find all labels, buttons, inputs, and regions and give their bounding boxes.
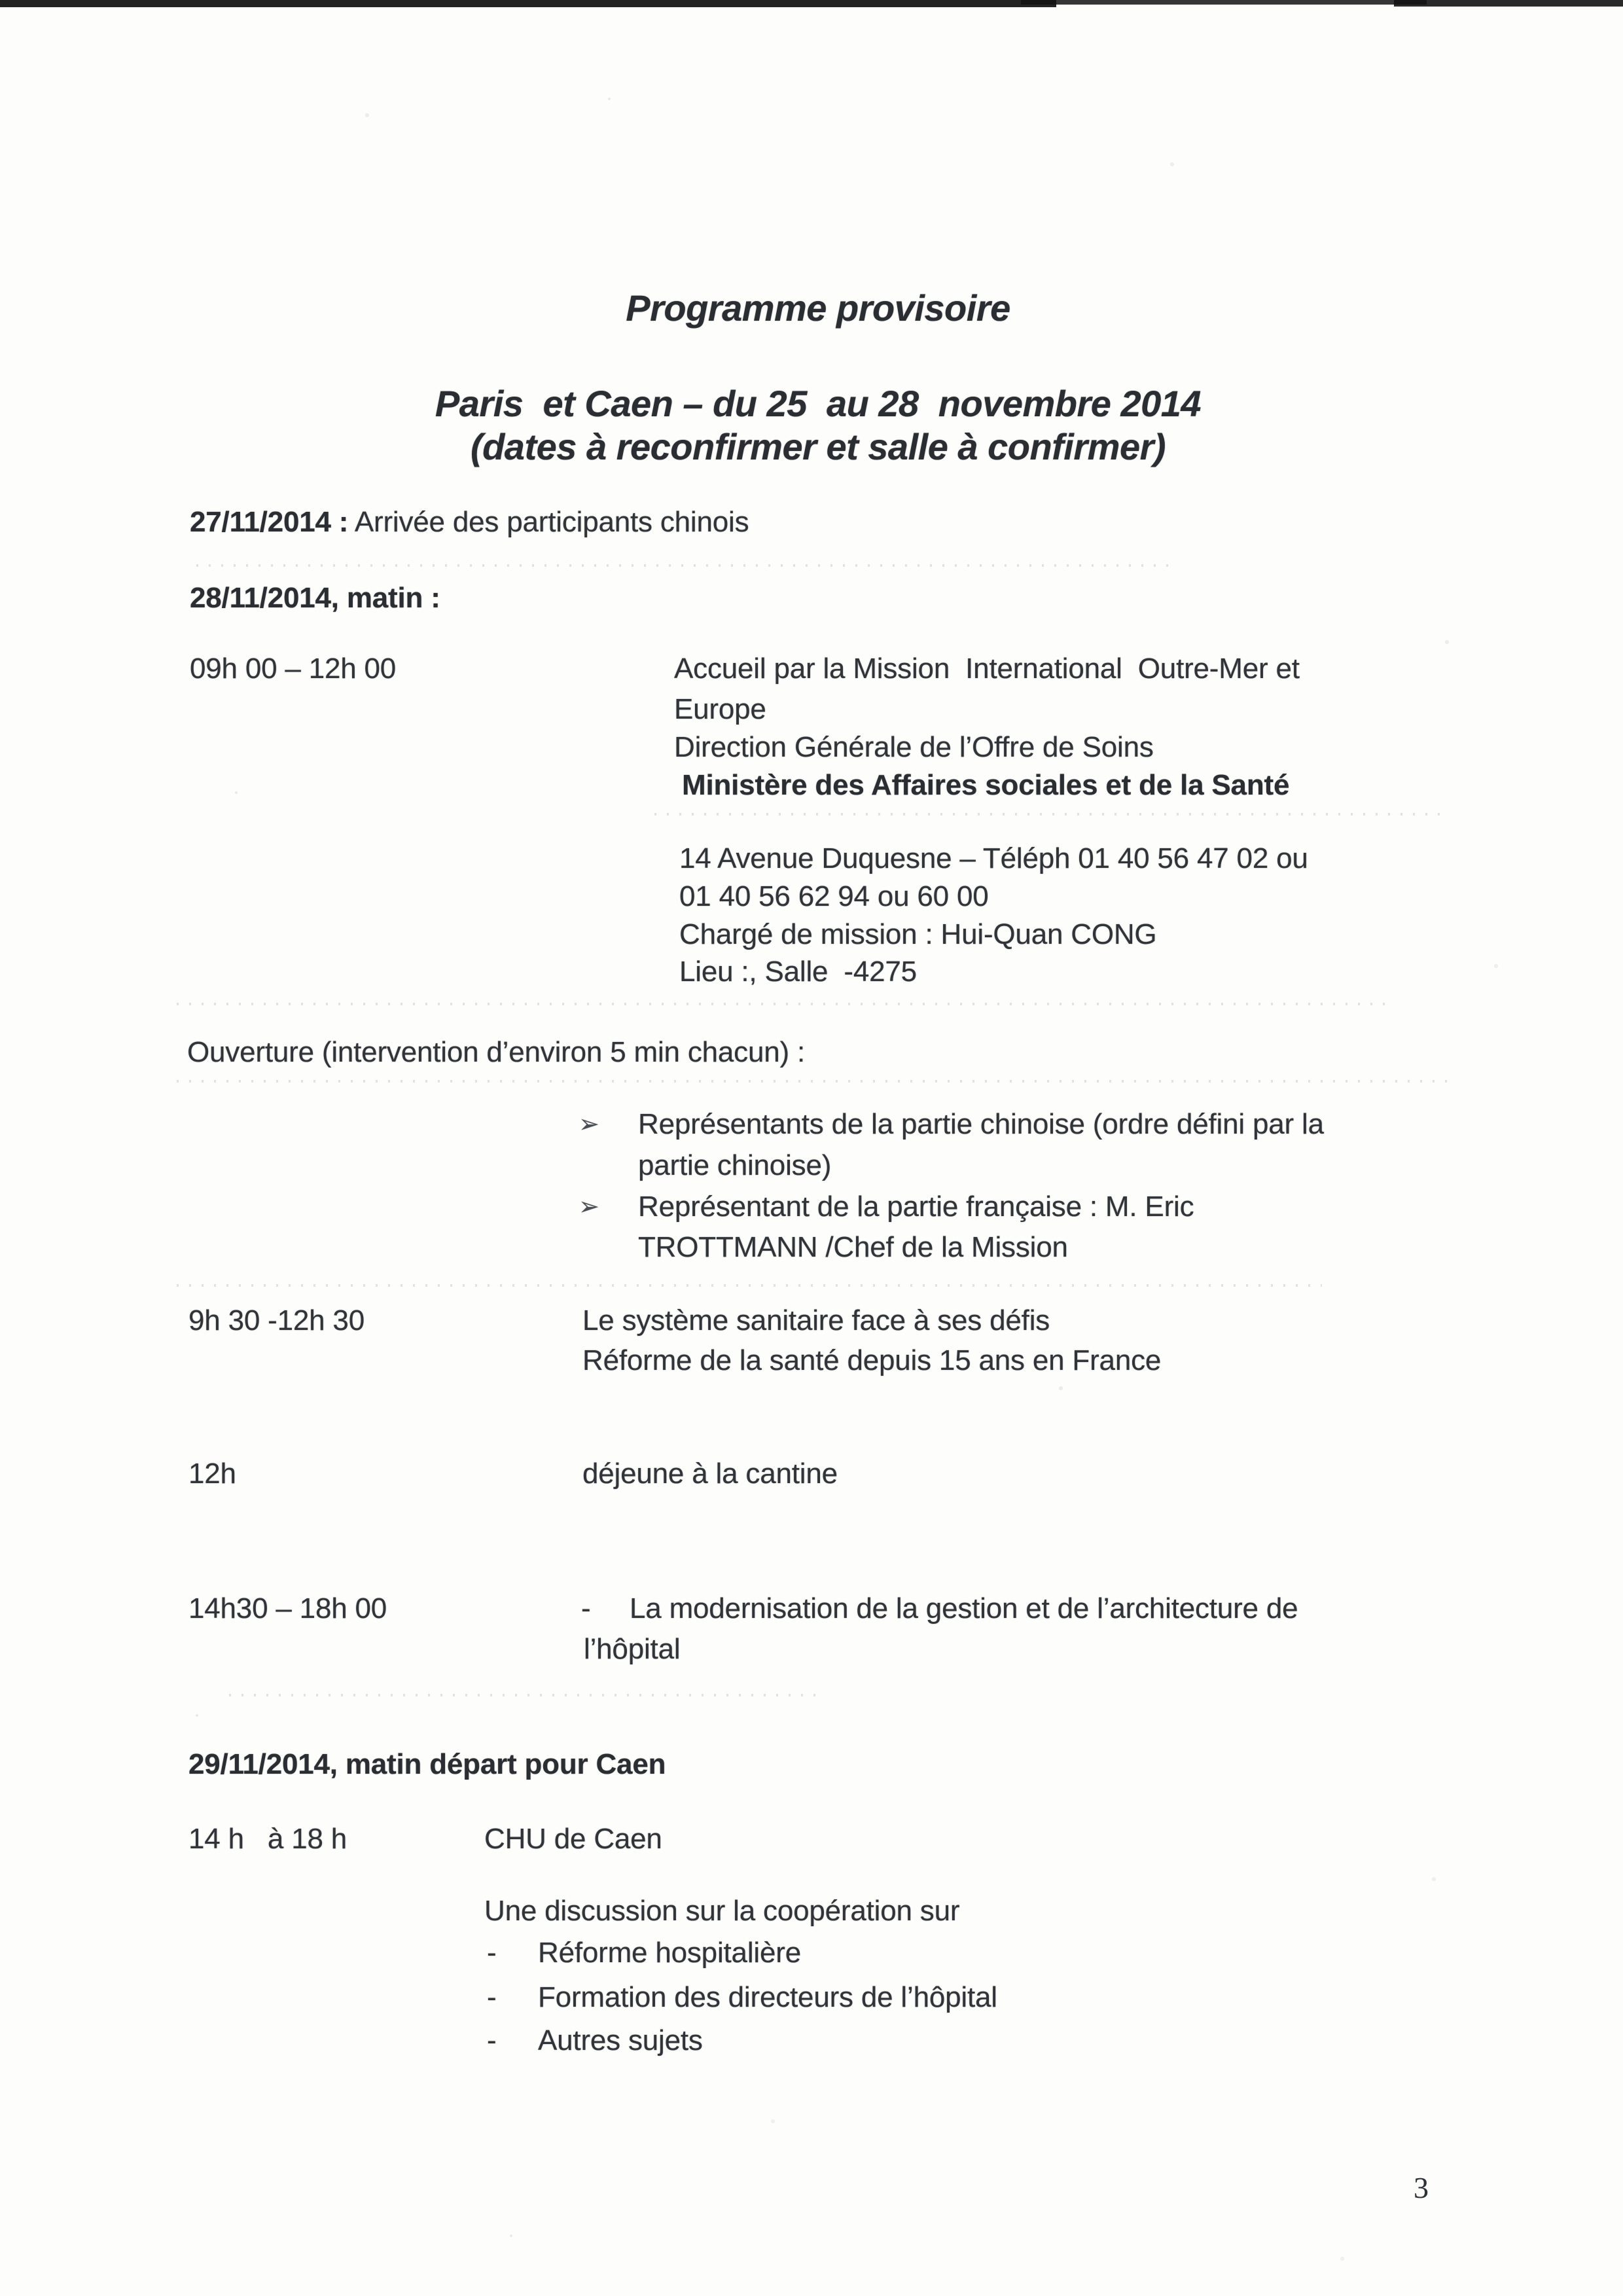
discussion-item-2: Formation des directeurs de l’hôpital	[538, 1981, 997, 2013]
arrival-text: Arrivée des participants chinois	[348, 506, 749, 538]
doc-subtitle-line1: Paris et Caen – du 25 au 28 novembre 2014	[435, 383, 1202, 424]
session-afternoon-line-2: l’hôpital	[584, 1633, 681, 1665]
session-afternoon-line-1: La modernisation de la gestion et de l’architecture de	[630, 1592, 1298, 1624]
bullet-arrow-icon: ➢	[579, 1193, 599, 1221]
scan-dust	[0, 0, 1, 1]
scan-streak	[654, 813, 1440, 816]
session-morning-time: 9h 30 -12h 30	[188, 1304, 365, 1336]
scan-artifact-top-band-2	[1021, 0, 1427, 5]
scan-streak	[229, 1694, 818, 1696]
day29-heading: 29/11/2014, matin départ pour Caen	[188, 1748, 666, 1780]
lunch-text: déjeune à la cantine	[582, 1458, 838, 1490]
session-afternoon-dash: -	[581, 1592, 591, 1624]
scan-streak	[177, 1003, 1387, 1005]
address-line-1: 14 Avenue Duquesne – Téléph 01 40 56 47 02 ou	[679, 842, 1308, 874]
scan-streak	[196, 564, 1178, 567]
caen-venue: CHU de Caen	[484, 1823, 662, 1855]
lunch-time: 12h	[188, 1458, 236, 1490]
discussion-intro: Une discussion sur la coopération sur	[484, 1895, 960, 1927]
arrival-date: 27/11/2014 :	[190, 506, 349, 538]
bullet-1-line-2: partie chinoise)	[638, 1149, 832, 1181]
scan-streak	[177, 1284, 1322, 1287]
address-line-3: Chargé de mission : Hui-Quan CONG	[679, 918, 1157, 950]
session-afternoon-time: 14h30 – 18h 00	[188, 1592, 387, 1624]
scan-streak	[177, 1080, 1453, 1083]
welcome-line-1: Accueil par la Mission International Outre-Mer et	[674, 653, 1300, 685]
page-number: 3	[1414, 2171, 1429, 2204]
doc-subtitle-line2: (dates à reconfirmer et salle à confirmer)	[470, 426, 1166, 467]
opening-heading: Ouverture (intervention d’environ 5 min chacun) :	[187, 1036, 805, 1068]
discussion-item-1-dash: -	[487, 1937, 497, 1969]
arrival-line	[190, 507, 749, 538]
day28-heading: 28/11/2014, matin :	[190, 582, 440, 614]
bullet-2-line-2: TROTTMANN /Chef de la Mission	[638, 1231, 1068, 1263]
session-morning-line-1: Le système sanitaire face à ses défis	[582, 1304, 1050, 1336]
address-line-4: Lieu :, Salle -4275	[679, 956, 917, 988]
discussion-item-2-dash: -	[487, 1981, 497, 2013]
address-line-2: 01 40 56 62 94 ou 60 00	[679, 880, 989, 912]
welcome-line-3: Direction Générale de l’Offre de Soins	[674, 731, 1154, 763]
scan-artifact-top-band-3	[1394, 0, 1623, 7]
bullet-1-line-1: Représentants de la partie chinoise (ordre défini par la	[638, 1108, 1324, 1140]
ministry-line: Ministère des Affaires sociales et de la Santé	[682, 769, 1290, 801]
scan-artifact-top-band	[0, 0, 1056, 7]
discussion-item-1: Réforme hospitalière	[538, 1937, 801, 1969]
welcome-line-2: Europe	[674, 693, 766, 725]
welcome-time: 09h 00 – 12h 00	[190, 653, 397, 685]
doc-title: Programme provisoire	[626, 287, 1010, 329]
discussion-item-3: Autres sujets	[538, 2024, 703, 2056]
discussion-item-3-dash: -	[487, 2024, 497, 2056]
caen-time: 14 h à 18 h	[188, 1823, 348, 1855]
bullet-arrow-icon: ➢	[579, 1111, 599, 1138]
session-morning-line-2: Réforme de la santé depuis 15 ans en France	[582, 1344, 1162, 1376]
bullet-2-line-1: Représentant de la partie française : M. Eric	[638, 1191, 1194, 1223]
